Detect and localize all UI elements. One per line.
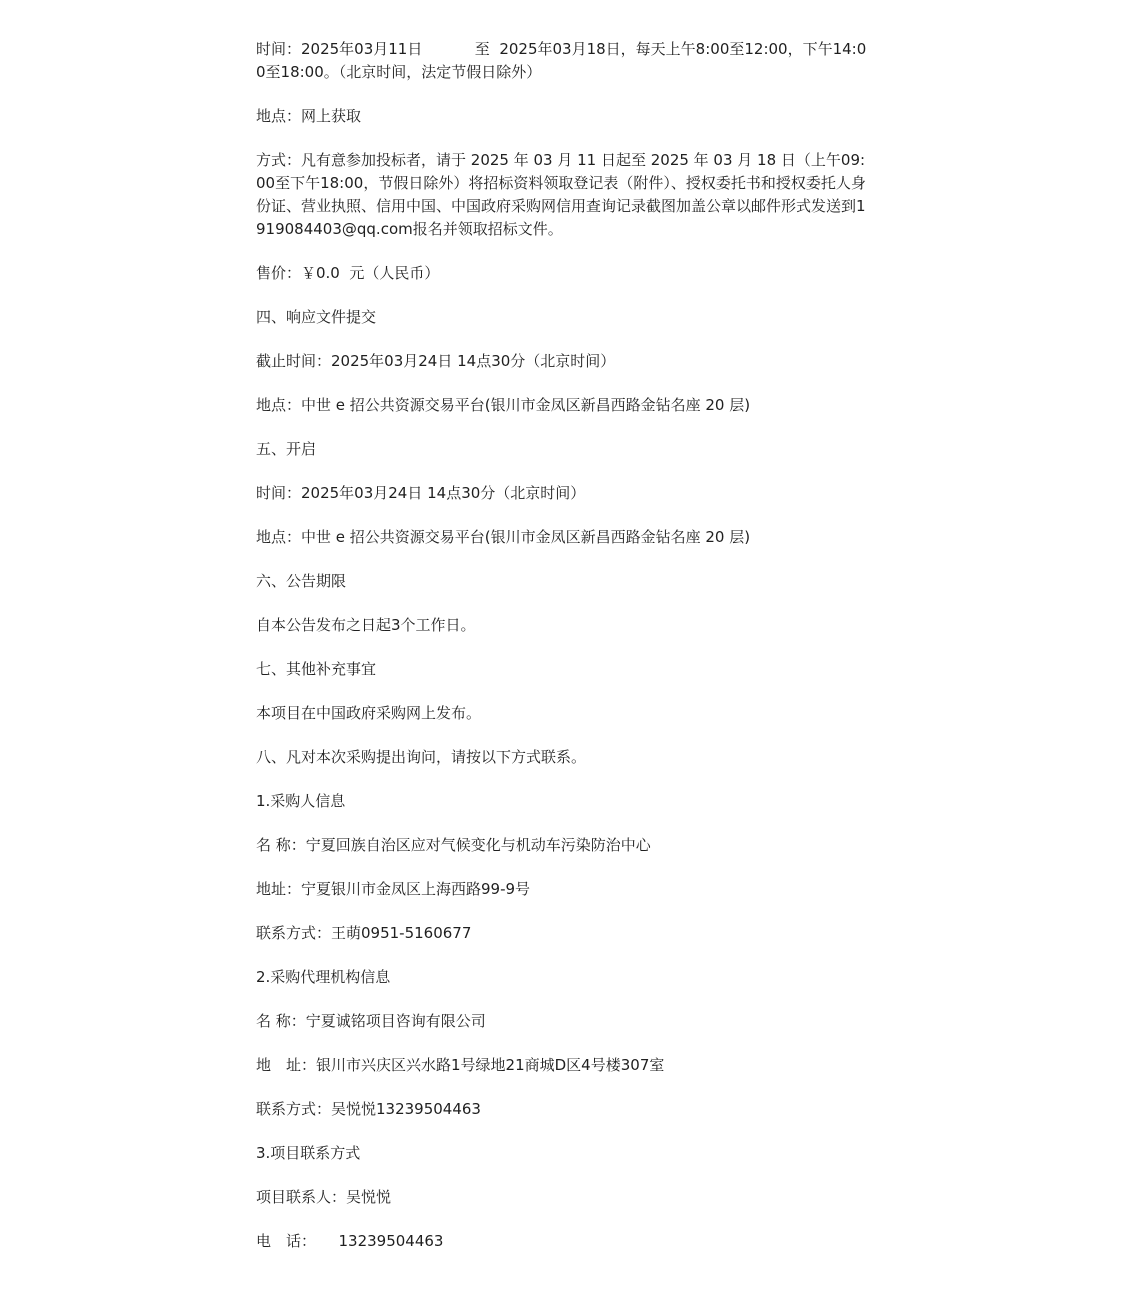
agency-name: 名 称：宁夏诚铭项目咨询有限公司 [256,1012,486,1030]
section-heading-opening: 五、开启 [256,440,317,458]
other-matters: 本项目在中国政府采购网上发布。 [256,704,482,722]
submission-location: 地点：中世 e 招公共资源交易平台(银川市金凤区新昌西路金钻名座 20 层) [256,396,751,414]
project-contact-phone: 电 话： 13239504463 [256,1232,444,1250]
purchaser-address: 地址：宁夏银川市金凤区上海西路99-9号 [256,880,531,898]
acquisition-method: 方式：凡有意参加投标者，请于 2025 年 03 月 11 日起至 2025 年 03 月 18 日（上午09:00至下午18:00，节假日除外）将招标资料领取登记表（附件）、授权委托书和授权委托人身份证、营业执照、信用中国、中国政府采购网信用查询记录截图加盖公章以邮件形式发送到1919084403@qq.com报名并领取招标文件。 [256,151,866,238]
agency-address: 地 址：银川市兴庆区兴水路1号绿地21商城D区4号楼307室 [256,1056,665,1074]
section-heading-contact: 八、凡对本次采购提出询问，请按以下方式联系。 [256,748,587,766]
opening-time: 时间：2025年03月24日 14点30分（北京时间） [256,484,586,502]
acquisition-location: 地点：网上获取 [256,107,362,125]
purchaser-heading: 1.采购人信息 [256,792,346,810]
purchaser-name: 名 称：宁夏回族自治区应对气候变化与机动车污染防治中心 [256,836,651,854]
opening-location: 地点：中世 e 招公共资源交易平台(银川市金凤区新昌西路金钻名座 20 层) [256,528,751,546]
section-heading-notice-period: 六、公告期限 [256,572,347,590]
project-contact-heading: 3.项目联系方式 [256,1144,361,1162]
agency-heading: 2.采购代理机构信息 [256,968,391,986]
section-heading-submission: 四、响应文件提交 [256,308,377,326]
submission-deadline: 截止时间：2025年03月24日 14点30分（北京时间） [256,352,616,370]
project-contact-person: 项目联系人：吴悦悦 [256,1188,392,1206]
purchaser-contact: 联系方式：王萌0951-5160677 [256,924,472,942]
notice-document [256,38,868,1274]
acquisition-time: 时间：2025年03月11日 至 2025年03月18日，每天上午8:00至12:00，下午14:00至18:00。（北京时间，法定节假日除外） [256,40,867,81]
agency-contact: 联系方式：吴悦悦13239504463 [256,1100,481,1118]
notice-period: 自本公告发布之日起3个工作日。 [256,616,476,634]
section-heading-other-matters: 七、其他补充事宜 [256,660,377,678]
price: 售价：￥0.0 元（人民币） [256,264,440,282]
